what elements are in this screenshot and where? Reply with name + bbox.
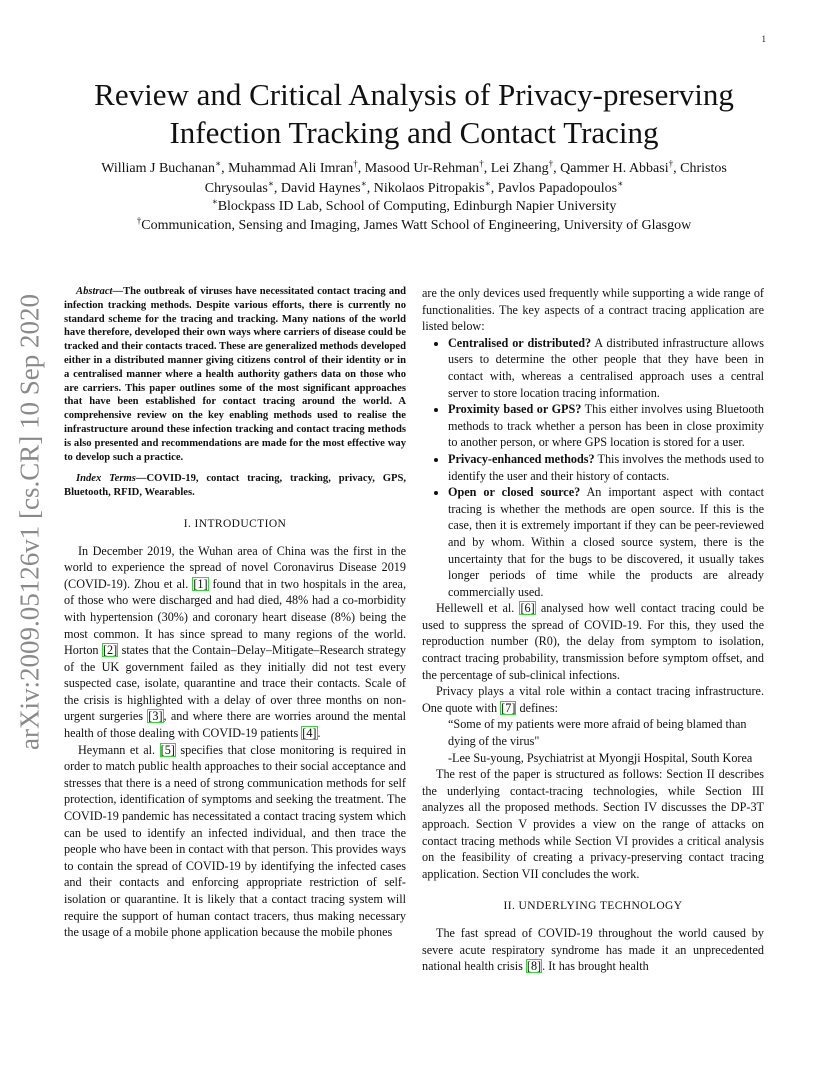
author: , Qammer H. Abbasi: [553, 161, 669, 176]
citation-link[interactable]: [8]: [526, 959, 542, 974]
key-aspects-intro: are the only devices used frequently while supporting a wide range of functionalities. The key aspects of a contract tracing application are listed below:: [422, 286, 764, 334]
title-line-2: Infection Tracking and Contact Tracing: [169, 115, 659, 150]
hellewell-paragraph: Hellewell et al. [6] analysed how well contact tracing could be used to suppress the spread of COVID-19. For this, they used the reproduction number (R0), the delay from symptom to isolation, contract tracing probability, transmission before symptom offset, and the percentage of sub-clinical infections.: [422, 601, 765, 682]
index-terms: Index Terms—COVID-19, contact tracing, tracking, privacy, GPS, Bluetooth, RFID, Wearables.: [64, 473, 406, 499]
title-line-1: Review and Critical Analysis of Privacy-preserving: [94, 77, 734, 112]
affiliation-2: †Communication, Sensing and Imaging, James Watt School of Engineering, University of Glasgow: [136, 215, 692, 233]
left-column: [64, 285, 406, 941]
quote-block: [422, 716, 764, 766]
intro-paragraph-2: Heymann et al. [5] specifies that close monitoring is required in order to match public health approaches to their social acceptance and stresses that there is a need of strong communication methods for self protection, identification of symptoms and seeking the treatment. The COVID-19 pandemic has necessitated a contact tracing system which can be used to identify an infected individual, and then trace the people who have been in contact with that person. This provides ways to contain the spread of COVID-19 by identifying the infected cases and their contacts and enforcing appropriate restriction of self-isolation or quarantine. It is likely that a contact tracing system will require the support of human contact tracers, thus making necessary the usage of a mobile phone application because the mobile phones: [64, 742, 406, 940]
page-number: 1: [761, 34, 766, 44]
citation-link[interactable]: [6]: [520, 601, 535, 616]
list-item: • Privacy-enhanced methods? This involves the methods used to identify the user and their history of contacts.: [448, 451, 764, 484]
abstract: Abstract—The outbreak of viruses have necessitated contact tracing and infection tracking methods. Despite various efforts, there is currently no standard scheme for the tracing and tracking. Many nations of the world have therefore, developed their own ways where carriers of disease could be tracked and their contacts traced. These are generalized methods developed either in a distributed manner giving citizens control of their identity or in a centralised manner where a health authority gathers data on those who are carriers. This paper outlines some of the most significant approaches that have been established for contact tracing around the world. A comprehensive review on the key enabling methods used to realise the infrastructure around these infection tracking and contact tracing methods is also presented and recommendations are made for the most effective way to develop such a practice.: [64, 286, 406, 463]
arxiv-stamp-text: arXiv:2009.05126v1 [cs.CR] 10 Sep 2020: [14, 294, 45, 750]
structure-paragraph: The rest of the paper is structured as follows: Section II describes the underlying contact-tracing technologies, while Section III analyzes all the proposed methods. Section IV discusses the DP-3T approach. Section V provides a view on the range of attacks on contact tracing methods while Section VI provides a critical analysis on the feasibility of creating a privacy-preserving contact tracing application. Section VII concludes the work.: [422, 767, 764, 881]
list-item: • Proximity based or GPS? This either involves using Bluetooth methods to track whether a person has been in close proximity to another person, or where GPS location is stored for a user.: [448, 401, 764, 451]
author: , Masood Ur-Rehman: [357, 161, 480, 176]
section-heading-underlying-technology: II. UNDERLYING TECHNOLOGY: [503, 900, 683, 913]
citation-link[interactable]: [2]: [102, 643, 118, 658]
author: , Muhammad Ali Imran: [221, 161, 354, 176]
citation-link[interactable]: [1]: [193, 576, 208, 591]
citation-link[interactable]: [7]: [501, 700, 516, 715]
author: , David Haynes: [273, 181, 361, 196]
affiliation-1: ∗Blockpass ID Lab, School of Computing, Edinburgh Napier University: [211, 196, 617, 214]
paper-title: [60, 76, 768, 152]
author: William J Buchanan: [101, 161, 215, 176]
author: , Christos Chrysoulas: [204, 161, 727, 196]
quote-text: “Some of my patients were more afraid of being blamed than dying of the virus": [448, 717, 747, 749]
author-list: William J Buchanan∗, Muhammad Ali Imran†, Masood Ur-Rehman†, Lei Zhang†, Qammer H. Abbasi†, Christos Chrysoulas∗, David Haynes∗, Nikolaos Pitropakis∗, Pavlos Papadopoulos∗: [101, 158, 727, 196]
citation-link[interactable]: [4]: [302, 726, 317, 741]
right-column: [422, 285, 764, 975]
key-aspects-list: [422, 335, 764, 601]
intro-paragraph-1: In December 2019, the Wuhan area of China was the first in the world to experience the spread of novel Coronavirus Disease 2019 (COVID-19). Zhou et al. [1] found that in two hospitals in the area, of those who were discharged and had died, 48% had a co-morbidity with hypertension (30%) and coronary heart disease (8%) being the most common. It has since spread to many regions of the world. Horton [2] states that the Contain–Delay–Mitigate–Research strategy of the UK government failed as they initially did not test every suspected case, isolate, quarantine and trace their contacts. Scale of the crisis is highlighted with a delay of over three months on non-urgent surgeries [3], and where there are worries around the mental health of those dealing with COVID-19 patients [4].: [64, 543, 407, 741]
author: , Lei Zhang: [483, 161, 549, 176]
arxiv-stamp: [13, 287, 47, 757]
citation-link[interactable]: [5]: [160, 742, 175, 757]
list-item: • Open or closed source? An important aspect with contact tracing is whether the methods are open source. If this is the case, then it is extremely important if they can be peer-reviewed and by whom. Within a closed source system, there is the uncertainty that for the bugs to be discovered, it usually takes longer periods of time while the products are already commercially used.: [448, 484, 764, 600]
section-heading-introduction: I. INTRODUCTION: [183, 517, 287, 530]
underlying-tech-paragraph: The fast spread of COVID-19 throughout the world caused by severe acute respiratory syndrome has made it an unprecedented national health crisis [8]. It has brought health: [422, 925, 764, 974]
privacy-paragraph: Privacy plays a vital role within a contact tracing infrastructure. One quote with [7] defines:: [422, 684, 764, 715]
list-item: • Centralised or distributed? A distributed infrastructure allows users to determine the other people that they have been in contact with, whereas a centralised approach uses a central server to store location tracing information.: [448, 335, 764, 401]
quote-attribution: -Lee Su-young, Psychiatrist at Myongji Hospital, South Korea: [448, 750, 753, 765]
author: , Pavlos Papadopoulos: [490, 181, 618, 196]
citation-link[interactable]: [3]: [148, 709, 163, 724]
author: , Nikolaos Pitropakis: [366, 181, 485, 196]
